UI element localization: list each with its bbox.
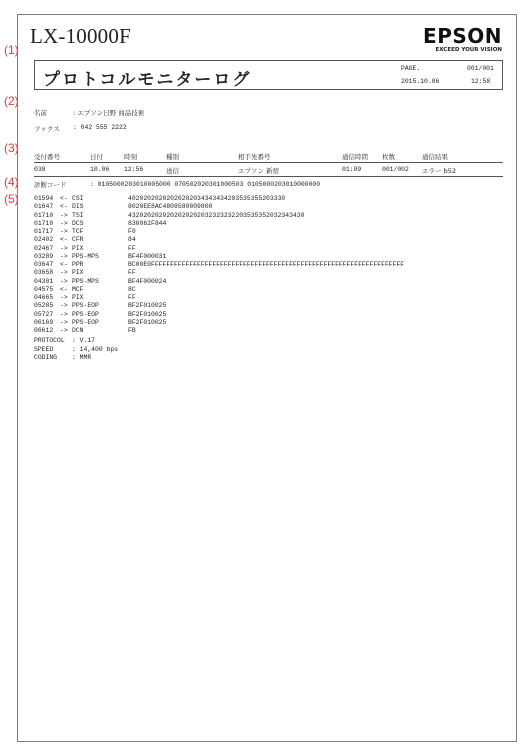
log-data: 8C xyxy=(128,285,136,293)
log-data: F0 xyxy=(128,228,136,235)
log-time: 06612 xyxy=(34,327,54,334)
record-time: 12:56 xyxy=(124,166,144,173)
log-time: 03658 xyxy=(34,269,54,277)
log-command: PIX xyxy=(72,269,84,277)
log-data: BC00E0FFFFFFFFFFFFFFFFFFFFFFFFFFFFFFFFFFFFFFFFFFFFFFFFFFFFFFFFFFFFFFFFFF xyxy=(128,261,405,268)
log-command: PIX xyxy=(72,294,84,301)
section-marker-1: (1) xyxy=(4,43,19,57)
log-direction: -> xyxy=(60,244,68,252)
log-command: PPS-EOP xyxy=(72,310,99,318)
record-receipt-no: 038 xyxy=(34,166,46,173)
log-data: 4320202020202020202032323232203535352032343430 xyxy=(128,211,305,219)
brand-tagline: EXCEED YOUR VISION xyxy=(435,47,502,53)
log-command: DCN xyxy=(72,327,84,334)
log-command: MCF xyxy=(72,285,84,293)
log-data: 84 xyxy=(128,236,136,244)
log-command: PPS-EOP xyxy=(72,318,99,326)
log-data: BF4F000031 xyxy=(128,252,167,260)
section-marker-4: (4) xyxy=(4,175,19,189)
log-time: 05285 xyxy=(34,302,54,310)
log-direction: -> xyxy=(60,310,68,318)
log-direction: -> xyxy=(60,302,68,310)
log-direction: -> xyxy=(60,219,68,227)
log-direction: -> xyxy=(60,327,68,334)
log-direction: -> xyxy=(60,269,68,277)
log-command: PPR xyxy=(72,261,84,268)
log-data: FF xyxy=(128,294,136,301)
col-time: 時刻 xyxy=(124,153,137,161)
log-data: BF2F010025 xyxy=(128,302,167,310)
log-data: 8020EE8AC4809580809800 xyxy=(128,203,213,211)
record-duration: 01:09 xyxy=(342,166,362,173)
log-direction: -> xyxy=(60,228,68,235)
log-time: 03289 xyxy=(34,252,54,260)
col-receipt-no: 受付番号 xyxy=(34,153,60,161)
summary-value: : V.17 xyxy=(72,337,96,344)
log-time: 04301 xyxy=(34,277,54,285)
log-data: BF4F000024 xyxy=(128,277,167,285)
log-time: 01647 xyxy=(34,203,54,211)
col-type: 種別 xyxy=(166,153,179,161)
log-data: FF xyxy=(128,244,136,252)
log-direction: <- xyxy=(60,285,68,293)
summary-value: : MMR xyxy=(72,354,92,361)
log-time: 01710 xyxy=(34,211,54,219)
log-direction: <- xyxy=(60,236,68,244)
summary-value: : 14,400 bps xyxy=(72,345,119,353)
page-label: PAGE. xyxy=(401,65,421,72)
log-time: 04665 xyxy=(34,294,54,301)
log-command: PPS-EOP xyxy=(72,302,99,310)
col-duration: 通信時間 xyxy=(342,153,368,161)
log-direction: -> xyxy=(60,294,68,301)
log-direction: <- xyxy=(60,261,68,268)
log-time: 05727 xyxy=(34,310,54,318)
log-time: 01594 xyxy=(34,195,54,202)
fax-label: ファクス xyxy=(34,125,60,133)
report-date: 2015.10.06 xyxy=(401,78,440,85)
header-divider xyxy=(34,162,503,163)
summary-label: PROTOCOL xyxy=(34,337,65,344)
log-direction: -> xyxy=(60,318,68,326)
record-type: 送信 xyxy=(166,167,179,175)
log-data: BF2F010025 xyxy=(128,310,167,318)
log-data: BF2F010025 xyxy=(128,318,167,326)
log-command: PIX xyxy=(72,244,84,252)
log-command: PPS-MPS xyxy=(72,252,99,260)
summary-label: SPEED xyxy=(34,345,54,353)
col-pages: 枚数 xyxy=(382,153,395,161)
epson-logo xyxy=(423,26,502,54)
section-marker-2: (2) xyxy=(4,94,19,108)
log-direction: -> xyxy=(60,277,68,285)
log-time: 02402 xyxy=(34,236,54,244)
log-data: 830062F844 xyxy=(128,219,167,227)
section-marker-5: (5) xyxy=(4,192,19,206)
record-pages: 001/002 xyxy=(382,166,409,173)
log-data: FF xyxy=(128,269,136,277)
diagnosis-label: 診断コード xyxy=(34,181,67,189)
log-time: 03647 xyxy=(34,261,54,268)
log-command: TCF xyxy=(72,228,84,235)
report-title: プロトコルモニターログ xyxy=(43,70,252,90)
log-time: 02467 xyxy=(34,244,54,252)
log-direction: -> xyxy=(60,211,68,219)
log-direction: -> xyxy=(60,252,68,260)
log-command: DCS xyxy=(72,219,84,227)
log-command: CFR xyxy=(72,236,84,244)
log-direction: <- xyxy=(60,195,68,202)
col-date: 日付 xyxy=(90,153,103,161)
log-command: PPS-MPS xyxy=(72,277,99,285)
section-marker-3: (3) xyxy=(4,141,19,155)
report-time: 12:58 xyxy=(471,78,491,85)
record-destination: エプソン 新宿 xyxy=(238,167,280,175)
record-divider xyxy=(34,176,503,177)
name-value: : エプソン日野 商品技術 xyxy=(73,109,145,117)
record-result: エラー b52 xyxy=(422,167,456,175)
log-time: 04575 xyxy=(34,285,54,293)
fax-value: : 042 555 2222 xyxy=(73,124,127,131)
page-number: 001/001 xyxy=(467,65,494,72)
log-command: DIS xyxy=(72,203,84,211)
record-date: 10.06 xyxy=(90,166,110,173)
title-box xyxy=(34,60,503,90)
summary-label: CODING xyxy=(34,354,58,361)
diagnosis-value: : 0105000203010005000 070502020301000503 0105000203010000000 xyxy=(90,181,321,188)
col-result: 通信結果 xyxy=(422,153,448,161)
log-data: FB xyxy=(128,327,136,334)
model-name: LX-10000F xyxy=(30,24,131,48)
log-time: 01717 xyxy=(34,228,54,235)
name-label: 名前 xyxy=(34,109,47,117)
log-time: 06169 xyxy=(34,318,54,326)
log-command: CSI xyxy=(72,195,84,202)
log-direction: <- xyxy=(60,203,68,211)
brand-name: EPSON xyxy=(423,24,502,48)
log-command: TSI xyxy=(72,211,84,219)
col-destination: 相手先番号 xyxy=(238,153,271,161)
log-time: 01710 xyxy=(34,219,54,227)
log-data: 40202020202020202034343434203535355203330 xyxy=(128,195,286,202)
